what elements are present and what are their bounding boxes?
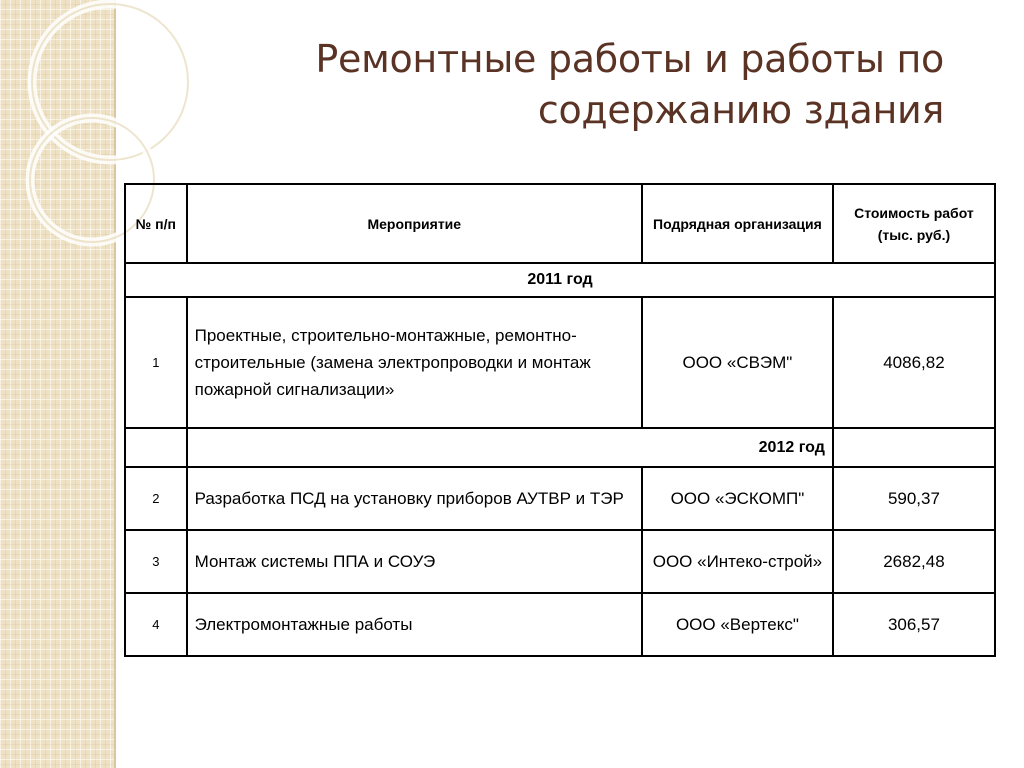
row-cost: 4086,82: [833, 297, 995, 428]
row-num: 1: [125, 297, 187, 428]
year-spacer-cell: [833, 428, 995, 467]
table-row: [125, 467, 995, 530]
header-cost: Стоимость работ (тыс. руб.): [833, 184, 995, 263]
row-contractor: ООО «СВЭМ": [642, 297, 833, 428]
row-num: 3: [125, 530, 187, 593]
row-cost: 590,37: [833, 467, 995, 530]
row-event: Проектные, строительно-монтажные, ремонтно-строительные (замена электропроводки и монтаж пожарной сигнализации»: [187, 297, 642, 428]
year-label-2011: 2011 год: [125, 263, 995, 297]
year-label-2012: 2012 год: [187, 428, 833, 467]
header-num: № п/п: [125, 184, 187, 263]
slide-title: Ремонтные работы и работы по содержанию здания: [315, 37, 944, 132]
header-event: Мероприятие: [187, 184, 642, 263]
row-contractor: ООО «Интеко-строй»: [642, 530, 833, 593]
year-row-2012: [125, 428, 995, 467]
row-event: Электромонтажные работы: [187, 593, 642, 656]
table-row: [125, 530, 995, 593]
year-row-2011: [125, 263, 995, 297]
header-contractor: Подрядная организация: [642, 184, 833, 263]
table-row: [125, 593, 995, 656]
table-row: [125, 297, 995, 428]
works-table: [124, 183, 996, 657]
row-num: 4: [125, 593, 187, 656]
row-event: Монтаж системы ППА и СОУЭ: [187, 530, 642, 593]
row-cost: 2682,48: [833, 530, 995, 593]
table-header-row: [125, 184, 995, 263]
row-event: Разработка ПСД на установку приборов АУТВР и ТЭР: [187, 467, 642, 530]
year-spacer-cell: [125, 428, 187, 467]
row-contractor: ООО «ЭСКОМП": [642, 467, 833, 530]
row-num: 2: [125, 467, 187, 530]
row-cost: 306,57: [833, 593, 995, 656]
row-contractor: ООО «Вертекс": [642, 593, 833, 656]
